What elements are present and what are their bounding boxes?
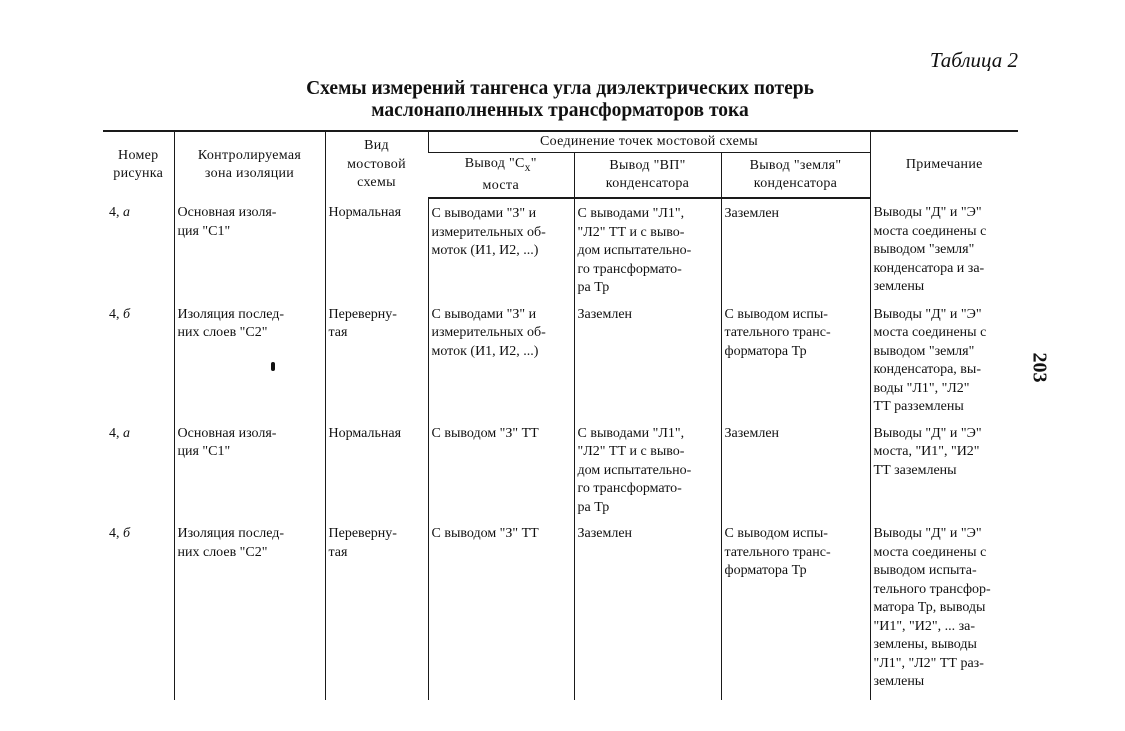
cell-figure-number [103,198,174,306]
figure-letter: а [123,205,130,220]
header-cx-text-end: " моста [482,155,537,193]
page-number: 203 [1028,352,1051,383]
header-cx-text: Вывод "C [464,155,525,171]
figure-number: 4, [109,526,120,541]
figure-letter: б [123,306,131,322]
header-figure-number: Номер рисунка [103,131,174,198]
table-row [103,525,1018,700]
cell-scheme-type: Нормальная [325,198,428,306]
title-line-2: маслонаполненных трансформаторов тока [371,100,749,121]
cell-figure-number [103,425,174,526]
cell-insulation-zone: Изоляция послед- них слоев "С2" [174,306,325,425]
cell-figure-number [103,525,174,700]
table-body [103,198,1018,700]
table-row [103,425,1018,526]
table-header [103,131,1018,198]
cell-insulation-zone: Основная изоля- ция "С1" [174,198,325,306]
cell-figure-number [103,306,174,425]
cell-ground-connection: С выводом испы- тательного транс- форматора Тр [721,306,870,425]
cell-scheme-type: Переверну- тая [325,525,428,700]
table-row [103,306,1018,425]
cell-cx-connection: С выводом "З" ТТ [428,425,574,526]
cell-ground-connection: Заземлен [721,198,870,306]
cell-vp-connection: Заземлен [574,306,721,425]
cell-ground-connection: Заземлен [721,425,870,526]
document-title [210,78,910,122]
cell-cx-connection: С выводами "З" и измерительных об- моток (И1, И2, ...) [428,198,574,306]
header-note: Примечание [870,131,1018,198]
cell-cx-connection: С выводом "З" ТТ [428,525,574,700]
title-line-1: Схемы измерений тангенса угла диэлектрических потерь [306,78,814,99]
figure-letter: б [123,526,131,541]
figure-letter: а [123,425,130,441]
table-row [103,198,1018,306]
header-cx-subscript: x [524,160,531,174]
header-scheme-type: Вид мостовой схемы [325,131,428,198]
cell-insulation-zone: Изоляция послед- них слоев "С2" [174,525,325,700]
cell-vp-connection: С выводами "Л1", "Л2" ТТ и с выво- дом испытательно- го трансформато- ра Тр [574,198,721,306]
header-ground-terminal: Вывод "земля" конденсатора [721,153,870,199]
measurement-schemes-table [103,130,1018,700]
header-vp-terminal: Вывод "ВП" конденсатора [574,153,721,199]
table-caption: Таблица 2 [929,48,1018,72]
cell-vp-connection: С выводами "Л1", "Л2" ТТ и с выво- дом испытательно- го трансформато- ра Тр [574,425,721,526]
figure-number: 4, [109,306,120,322]
cell-ground-connection: С выводом испы- тательного транс- форматора Тр [721,525,870,700]
figure-number: 4, [109,425,120,441]
header-cx-terminal [428,153,574,199]
cell-note: Выводы "Д" и "Э" моста, "И1", "И2" ТТ заземлены [870,425,1018,526]
header-connection-group: Соединение точек мостовой схемы [428,131,870,153]
cell-note: Выводы "Д" и "Э" моста соединены с выводом "земля" конденсатора, вы- воды "Л1", "Л2" ТТ разземлены [870,306,1018,425]
cell-scheme-type: Нормальная [325,425,428,526]
cell-vp-connection: Заземлен [574,525,721,700]
figure-number: 4, [109,205,120,220]
cell-note: Выводы "Д" и "Э" моста соединены с выводом "земля" конденсатора и за- землены [870,198,1018,306]
cell-note: Выводы "Д" и "Э" моста соединены с выводом испыта- тельного трансфор- матора Тр, выводы "И1", "И2", ... за- землены, выводы "Л1", "Л2" ТТ раз- землены [870,525,1018,700]
cell-insulation-zone: Основная изоля- ция "С1" [174,425,325,526]
cell-cx-connection: С выводами "З" и измерительных об- моток (И1, И2, ...) [428,306,574,425]
cell-scheme-type: Переверну- тая [325,306,428,425]
header-insulation-zone: Контролируемая зона изоляции [174,131,325,198]
